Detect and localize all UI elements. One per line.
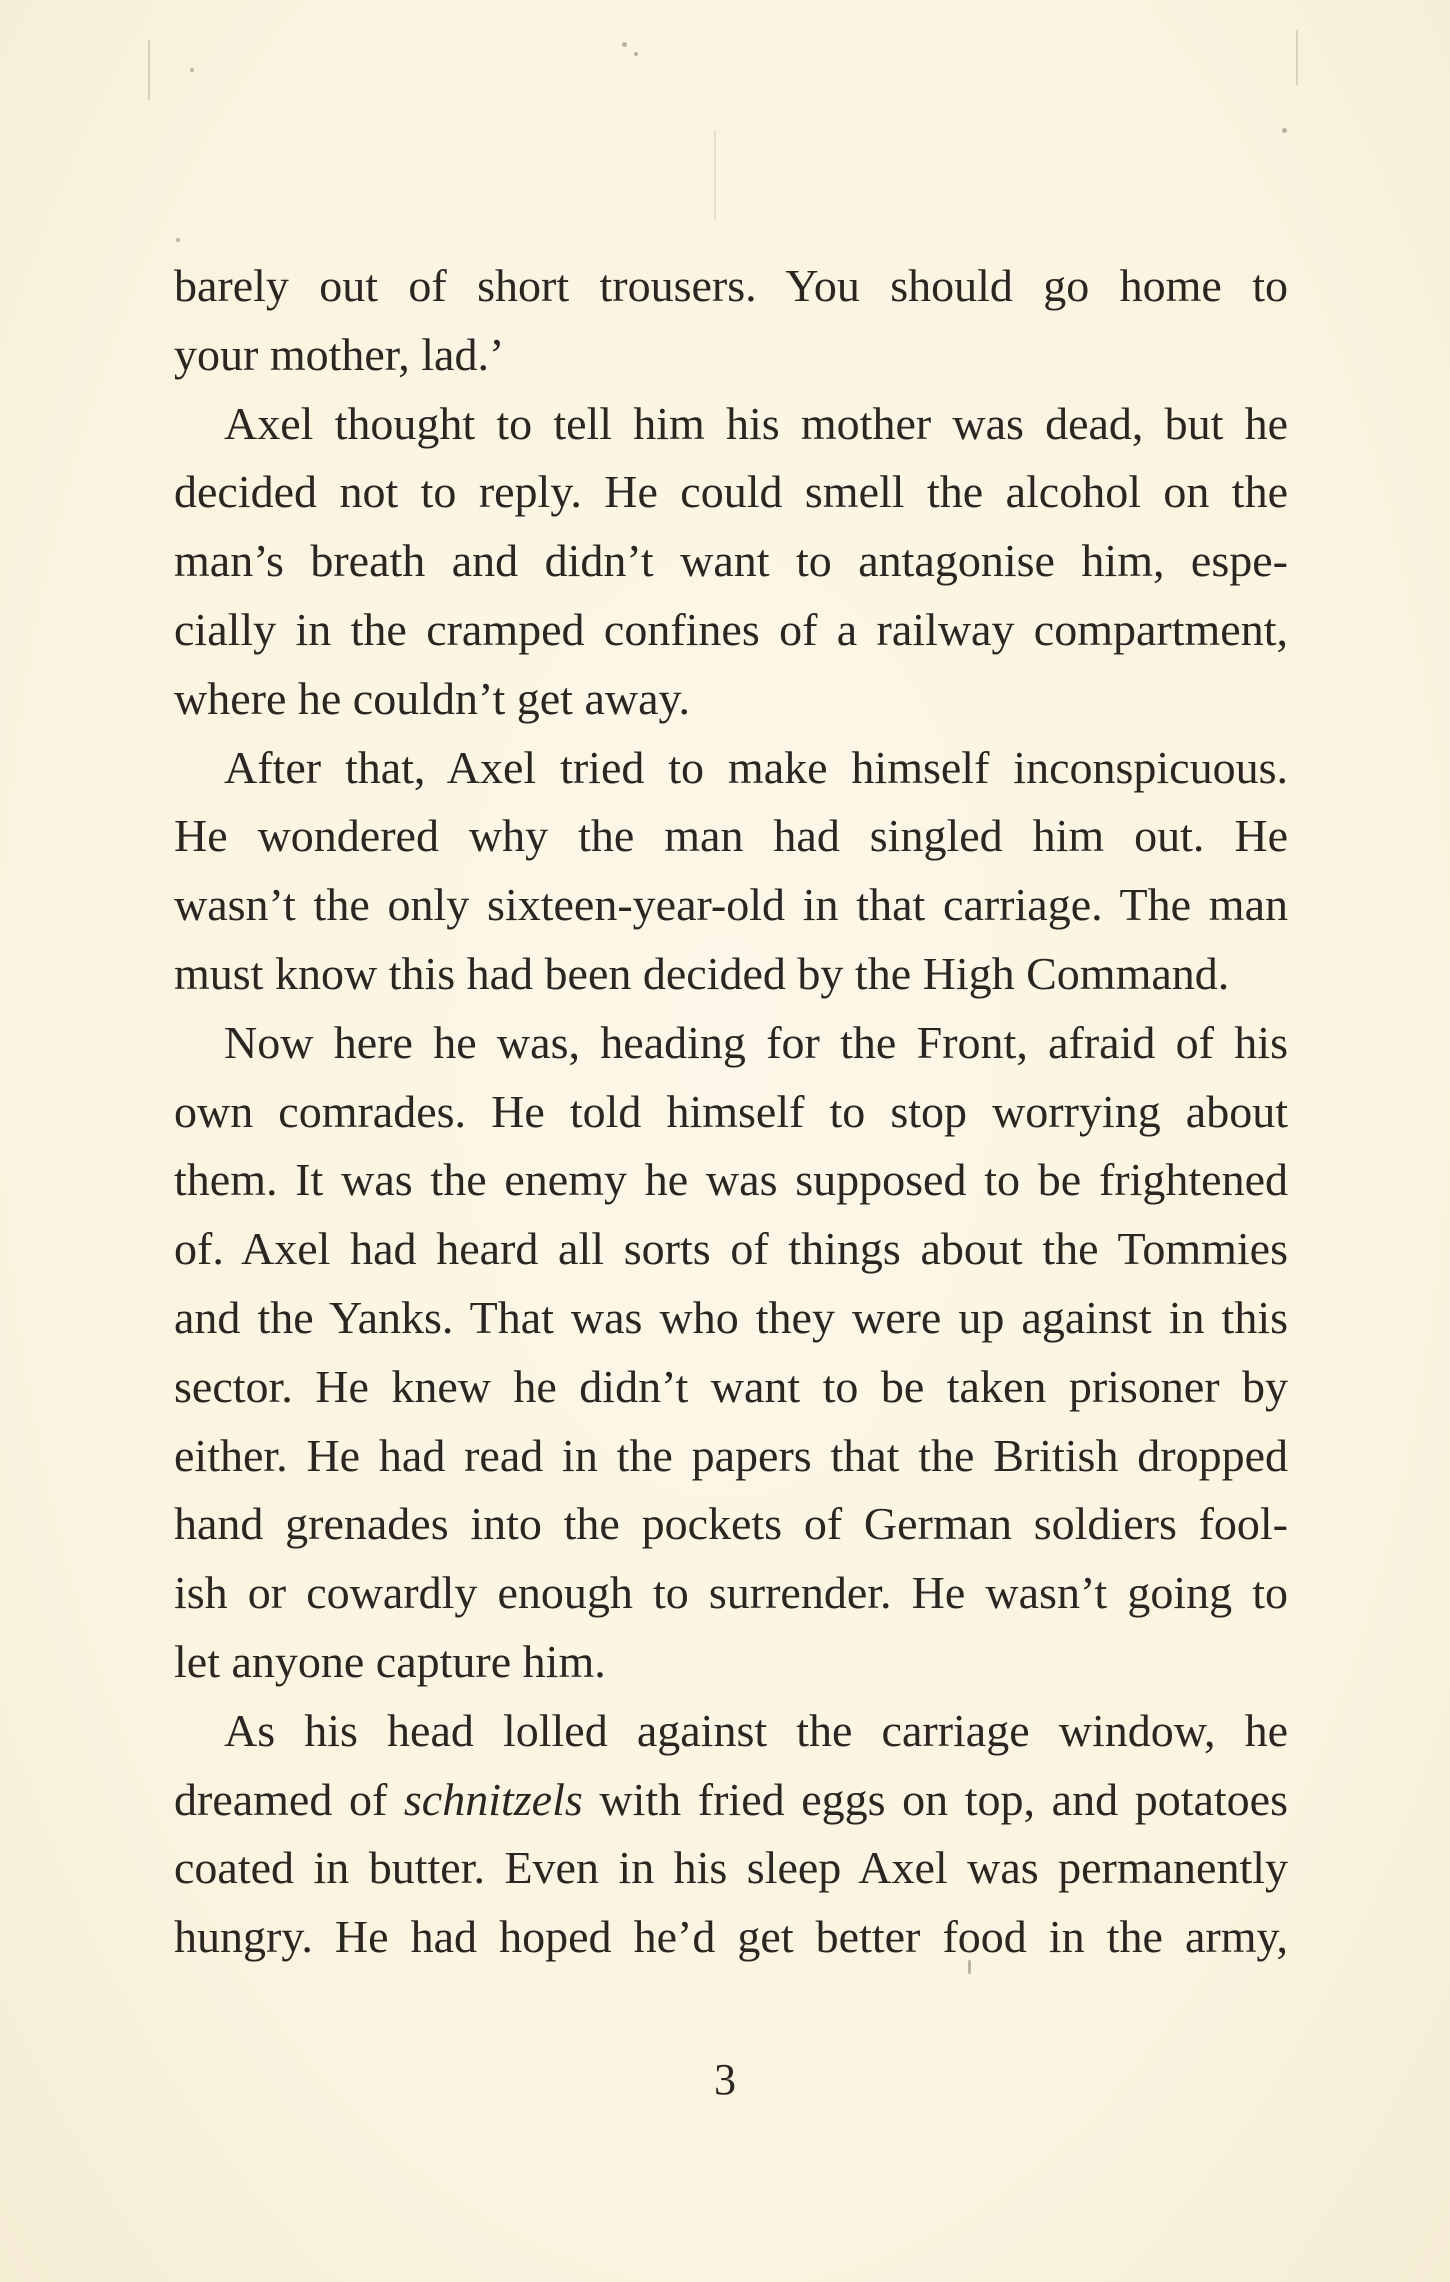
text-line: Axel thought to tell him his mother was dead, but he [224,397,1288,449]
text-line: own comrades. He told himself to stop worrying about [174,1085,1288,1137]
scan-speck [634,52,638,56]
text-line: your mother, lad.’ [174,328,505,380]
text-line: either. He had read in the papers that the British dropped [174,1429,1288,1481]
paragraph [174,734,1288,1009]
text-line: where he couldn’t get away. [174,672,691,724]
text-line: of. Axel had heard all sorts of things about the Tommies [174,1223,1288,1275]
text-line: After that, Axel tried to make himself inconspicuous. [224,741,1288,793]
scan-speck [1282,128,1287,133]
page-number: 3 [714,2055,736,2104]
text-line: and the Yanks. That was who they were up against in this [174,1291,1288,1343]
text-line: dreamed of schnitzels with fried eggs on top, and potatoes [174,1773,1288,1825]
text-line: let anyone capture him. [174,1635,606,1687]
text-line: must know this had been decided by the High Command. [174,947,1230,999]
scan-edge-mark-right [1296,30,1298,85]
text-line: man’s breath and didn’t want to antagonise him, espe- [174,535,1288,587]
text-line: He wondered why the man had singled him out. He [174,810,1288,862]
text-line: hungry. He had hoped he’d get better food in the army, [174,1911,1288,1963]
scan-speck [190,68,194,72]
text-line: coated in butter. Even in his sleep Axel was permanently [174,1842,1288,1894]
paragraph [174,1009,1288,1697]
text-line: sector. He knew he didn’t want to be taken prisoner by [174,1360,1288,1412]
paragraph [174,390,1288,734]
paragraph [174,1697,1288,1972]
paragraph [174,252,1288,390]
text-line: cially in the cramped confines of a railway compartment, [174,603,1288,655]
text-line: hand grenades into the pockets of German soldiers fool- [174,1498,1288,1550]
scan-edge-mark-left [148,40,150,100]
text-line: Now here he was, heading for the Front, afraid of his [224,1016,1288,1068]
scan-speck [176,238,180,242]
text-line: As his head lolled against the carriage window, he [224,1704,1288,1756]
scan-edge-mark-top [714,130,716,220]
text-line: them. It was the enemy he was supposed to be frightened [174,1154,1288,1206]
text-line: decided not to reply. He could smell the alcohol on the [174,466,1288,518]
scan-speck [622,42,627,47]
body-text [174,252,1288,1972]
text-line: barely out of short trousers. You should go home to [174,260,1288,311]
text-line: ish or cowardly enough to surrender. He wasn’t going to [174,1567,1288,1619]
text-line: wasn’t the only sixteen-year-old in that carriage. The man [174,879,1288,931]
